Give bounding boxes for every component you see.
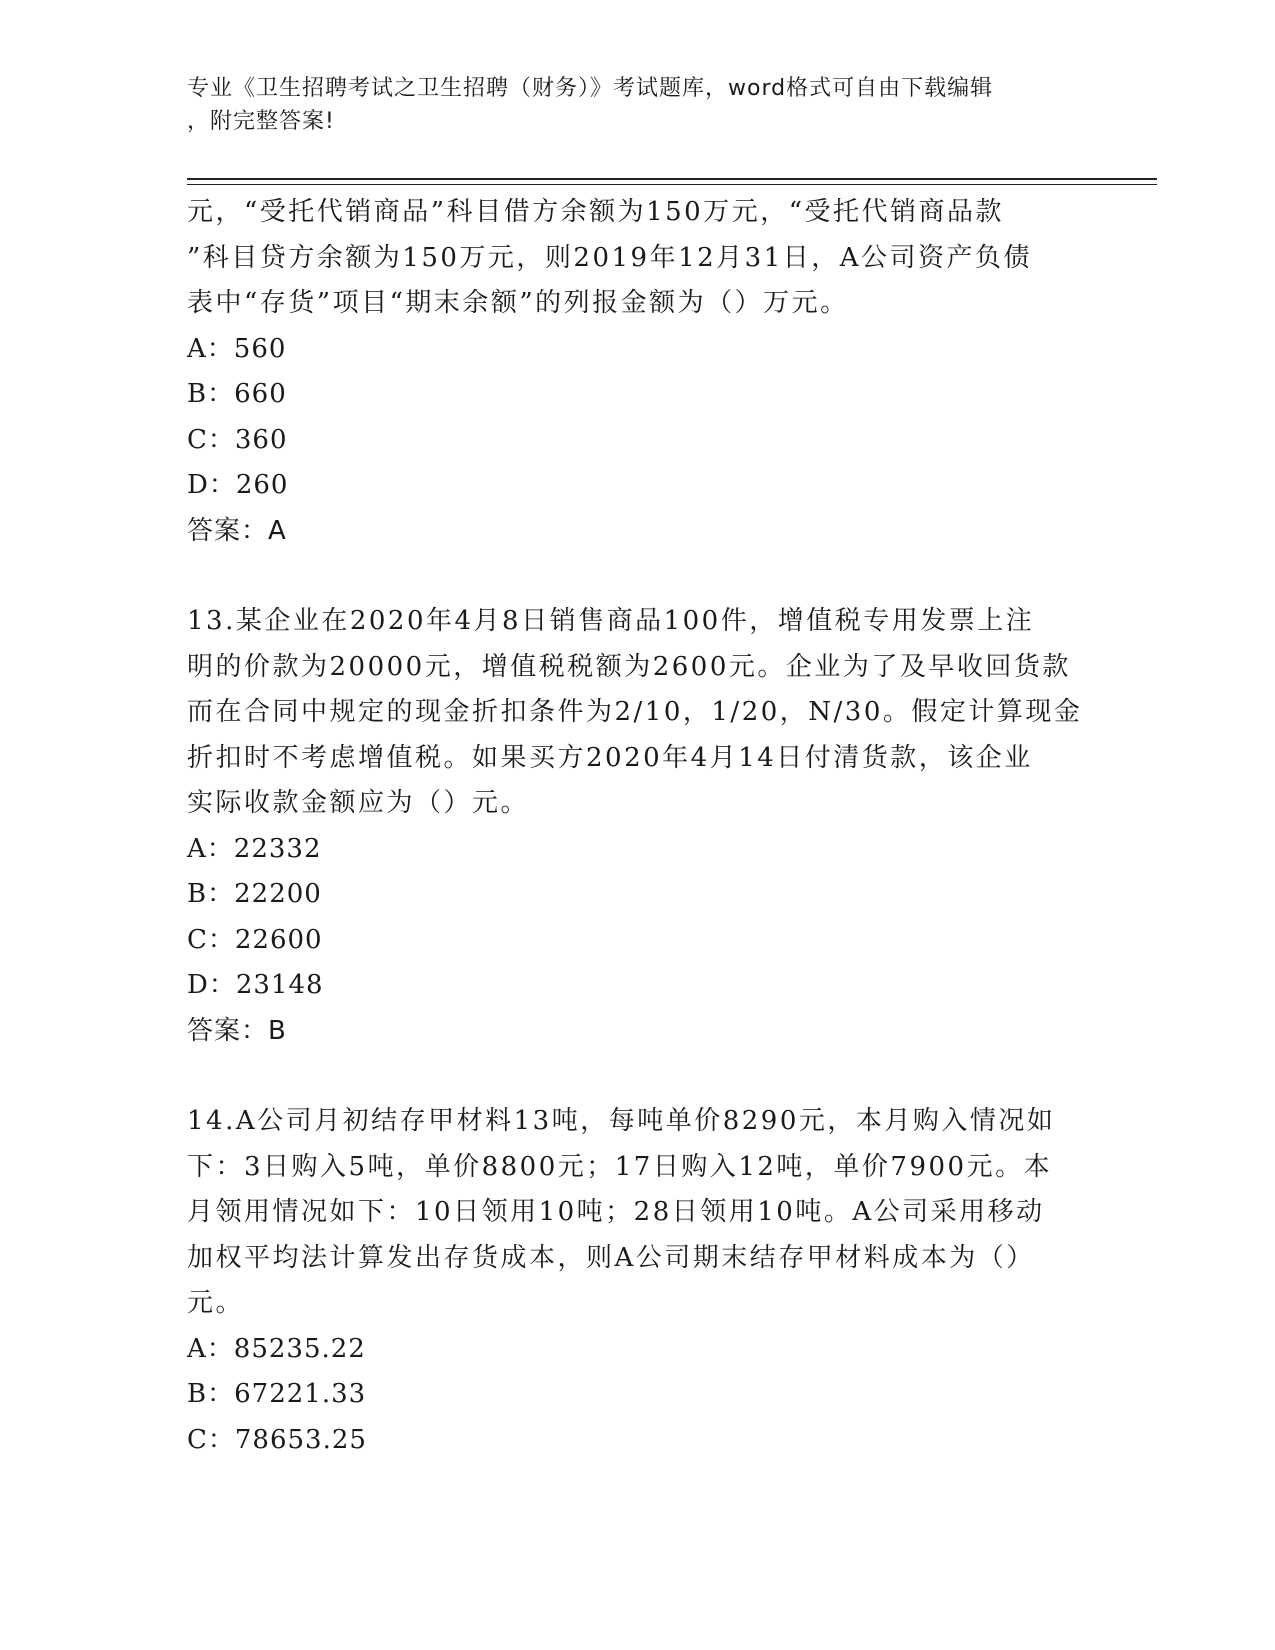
question-text-line: 加权平均法计算发出存货成本，则A公司期末结存甲材料成本为（） (187, 1242, 1035, 1273)
question-13 (187, 599, 1087, 1054)
header-line-2: ，附完整答案! (187, 109, 335, 134)
option-b: B：22200 (187, 879, 322, 909)
question-text-line: 元。 (187, 1288, 245, 1318)
question-text-line: ”科目贷方余额为150万元，则2019年12月31日，A公司资产负债 (187, 242, 1033, 273)
question-text-line: 月领用情况如下：10日领用10吨；28日领用10吨。A公司采用移动 (187, 1197, 1045, 1227)
answer: 答案：A (187, 515, 287, 546)
spacer (187, 554, 1087, 599)
question-text-line: 而在合同中规定的现金折扣条件为2/10，1/20，N/30。假定计算现金 (187, 697, 1083, 727)
question-text-line: 表中“存货”项目“期末余额”的列报金额为（）万元。 (187, 288, 849, 318)
option-c: C：78653.25 (187, 1424, 367, 1455)
question-14 (187, 1099, 1087, 1463)
option-c: C：22600 (187, 924, 323, 955)
header-line-1: 专业《卫生招聘考试之卫生招聘（财务）》考试题库，word格式可自由下载编辑 (187, 76, 994, 101)
question-text-line: 13.某企业在2020年4月8日销售商品100件，增值税专用发票上注 (187, 606, 1035, 636)
question-text-line: 14.A公司月初结存甲材料13吨，每吨单价8290元，本月购入情况如 (187, 1106, 1056, 1136)
question-12 (187, 190, 1087, 554)
header-divider-thick (187, 178, 1157, 180)
answer: 答案：B (187, 1015, 287, 1046)
option-a: A：22332 (187, 833, 322, 864)
option-a: A：85235.22 (187, 1333, 366, 1364)
question-text-line: 下：3日购入5吨，单价8800元；17日购入12吨，单价7900元。本 (187, 1151, 1053, 1182)
option-b: B：67221.33 (187, 1379, 367, 1409)
question-text-line: 元，“受托代销商品”科目借方余额为150万元，“受托代销商品款 (187, 197, 1005, 227)
question-text-line: 折扣时不考虑增值税。如果买方2020年4月14日付清货款，该企业 (187, 742, 1033, 773)
option-d: D：23148 (187, 970, 324, 1000)
option-d: D：260 (187, 470, 289, 500)
question-text-line: 实际收款金额应为（）元。 (187, 788, 530, 818)
question-text-line: 明的价款为20000元，增值税税额为2600元。企业为了及早收回货款 (187, 651, 1071, 682)
option-a: A：560 (187, 333, 287, 364)
option-c: C：360 (187, 424, 288, 455)
option-b: B：660 (187, 379, 287, 409)
document-body (187, 190, 1087, 1463)
spacer (187, 1054, 1087, 1099)
document-header (187, 72, 1067, 138)
header-divider-thin (187, 184, 1157, 185)
